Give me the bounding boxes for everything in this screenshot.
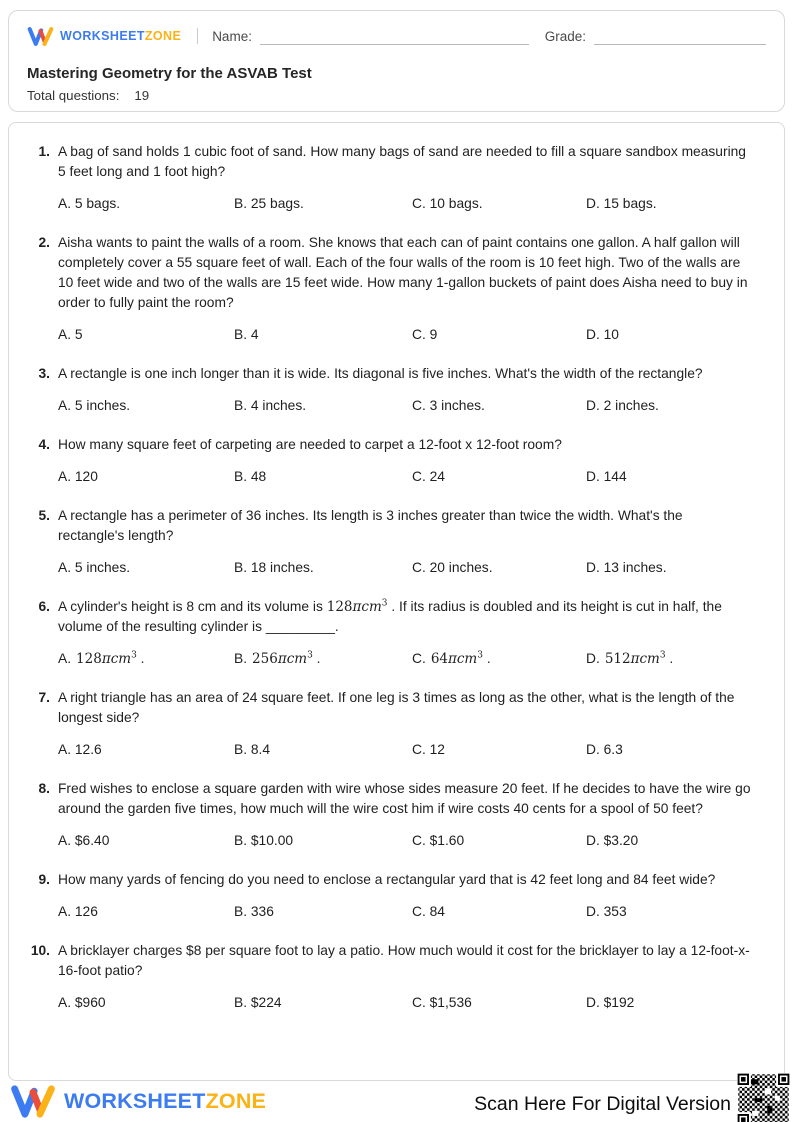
worksheetzone-logo-icon <box>10 1084 56 1119</box>
option-a: A. 5 inches. <box>58 398 131 413</box>
option-d: D. 10 <box>586 327 619 342</box>
question-number: 1. <box>38 144 50 159</box>
option-c: C. 10 bags. <box>412 196 483 211</box>
question-text: A rectangle is one inch longer than it is wide. Its diagonal is five inches. What's the width of the rectangle? <box>58 366 703 381</box>
brand-word-worksheet: WORKSHEET <box>60 29 145 43</box>
brand-word-zone: ZONE <box>205 1089 267 1113</box>
option-c: C. 64πcm$^3$ . <box>412 650 491 667</box>
header-card <box>8 10 785 112</box>
total-questions-count: 19 <box>134 88 150 103</box>
question-text-post: . If its radius is doubled and its height is cut in half, the volume of the resulting cylinder is _________. <box>58 599 722 634</box>
option-b: B. $224 <box>234 995 282 1010</box>
brand-wordmark <box>60 29 181 43</box>
question-text <box>58 597 752 637</box>
math-expression: 512πcm$^3$ <box>604 650 666 667</box>
question-text: A bag of sand holds 1 cubic foot of sand. How many bags of sand are needed to fill a square sandbox measuring 5 feet long and 1 foot high? <box>58 144 746 179</box>
question-number: 7. <box>38 690 50 705</box>
grade-label: Grade: <box>544 28 586 44</box>
brand-word-zone: ZONE <box>144 29 182 43</box>
option-b: B. 256πcm$^3$ . <box>234 650 321 667</box>
header-divider <box>197 28 198 44</box>
math-expression: 64πcm$^3$ <box>430 650 483 667</box>
options-row <box>58 993 752 1013</box>
option-c: C. 12 <box>412 742 445 757</box>
math-exponent: 3 <box>381 598 388 609</box>
question-number: 4. <box>38 437 50 452</box>
option-b: B. $10.00 <box>234 833 294 848</box>
option-b: B. 48 <box>234 469 267 484</box>
option-a: A. 128πcm$^3$ . <box>58 650 145 667</box>
options-row <box>58 325 752 345</box>
question-4 <box>24 435 752 487</box>
option-d: D. $3.20 <box>586 833 639 848</box>
option-c: C. 20 inches. <box>412 560 493 575</box>
math-variable: πcm <box>352 599 382 615</box>
qr-code <box>737 1073 790 1122</box>
question-text: A rectangle has a perimeter of 36 inches. Its length is 3 inches greater than twice the width. What's the rectangle's length? <box>58 508 683 543</box>
option-b: B. 336 <box>234 904 274 919</box>
question-3 <box>24 364 752 416</box>
header-row <box>27 24 766 48</box>
option-a: A. 5 <box>58 327 83 342</box>
question-6 <box>24 597 752 669</box>
option-c: C. 9 <box>412 327 438 342</box>
option-d: D. 2 inches. <box>586 398 659 413</box>
option-a: A. 126 <box>58 904 98 919</box>
math-expression: 128πcm$^3$ <box>76 650 137 667</box>
brand-logo <box>27 26 181 47</box>
question-9 <box>24 870 752 922</box>
question-text: Fred wishes to enclose a square garden with wire whose sides measure 20 feet. If he decides to have the wire go around the garden five times, how much will the wire cost him if wire costs 40 cents for a spool of 50 feet? <box>58 781 751 816</box>
question-10 <box>24 941 752 1013</box>
question-5 <box>24 506 752 578</box>
option-d: D. 13 inches. <box>586 560 667 575</box>
footer-brand-logo <box>10 1084 266 1119</box>
option-a: A. $960 <box>58 995 106 1010</box>
question-2 <box>24 233 752 345</box>
option-d: D. $192 <box>586 995 635 1010</box>
option-d: D. 15 bags. <box>586 196 657 211</box>
option-b: B. 4 <box>234 327 259 342</box>
option-b: B. 18 inches. <box>234 560 314 575</box>
questions-card <box>8 122 785 1081</box>
option-a: A. 12.6 <box>58 742 102 757</box>
option-a: A. 120 <box>58 469 98 484</box>
question-number: 8. <box>38 781 50 796</box>
question-text: Aisha wants to paint the walls of a room. She knows that each can of paint contains one gallon. A half gallon will completely cover a 55 square feet of wall. Each of the four walls of the room is 10 feet high. Two of the walls are 10 feet wide and two of the walls are 15 feet wide. How many 1-gallon buckets of paint does Aisha need to buy in order to fully paint the room? <box>58 235 748 310</box>
options-row <box>58 396 752 416</box>
option-d: D. 353 <box>586 904 627 919</box>
option-d: D. 512πcm$^3$ . <box>586 650 674 667</box>
option-a: A. $6.40 <box>58 833 110 848</box>
option-a: A. 5 inches. <box>58 560 131 575</box>
option-b: B. 8.4 <box>234 742 271 757</box>
option-c: C. 24 <box>412 469 445 484</box>
options-row <box>58 558 752 578</box>
question-number: 10. <box>30 943 50 958</box>
options-row <box>58 740 752 760</box>
scan-here-label: Scan Here For Digital Version <box>474 1093 731 1115</box>
question-number: 6. <box>38 599 50 614</box>
question-text: How many square feet of carpeting are needed to carpet a 12-foot x 12-foot room? <box>58 437 562 452</box>
question-number: 2. <box>38 235 50 250</box>
question-text: How many yards of fencing do you need to enclose a rectangular yard that is 42 feet long and 84 feet wide? <box>58 872 716 887</box>
page-title: Mastering Geometry for the ASVAB Test <box>27 65 312 82</box>
option-a: A. 5 bags. <box>58 196 121 211</box>
option-c: C. 84 <box>412 904 445 919</box>
grade-input-line[interactable] <box>594 31 766 45</box>
brand-word-worksheet: WORKSHEET <box>64 1089 206 1113</box>
options-row <box>58 831 752 851</box>
question-7 <box>24 688 752 760</box>
name-input-line[interactable] <box>260 31 529 45</box>
name-label: Name: <box>212 28 252 44</box>
question-text: A bricklayer charges $8 per square foot to lay a patio. How much would it cost for the bricklayer to lay a 12-foot-x-16-foot patio? <box>58 943 750 978</box>
worksheetzone-logo-icon <box>27 26 54 47</box>
option-b: B. 4 inches. <box>234 398 307 413</box>
option-d: D. 144 <box>586 469 627 484</box>
question-text-pre: A cylinder's height is 8 cm and its volume is <box>58 599 327 614</box>
footer-brand-wordmark <box>64 1089 266 1114</box>
total-questions-label: Total questions: <box>27 88 120 103</box>
math-number: 128 <box>326 599 353 615</box>
question-number: 9. <box>38 872 50 887</box>
question-1 <box>24 142 752 214</box>
total-questions <box>27 88 766 103</box>
options-row <box>58 902 752 922</box>
question-number: 3. <box>38 366 50 381</box>
question-number: 5. <box>38 508 50 523</box>
math-expression <box>327 599 388 615</box>
question-text: A right triangle has an area of 24 square feet. If one leg is 3 times as long as the other, what is the length of the longest side? <box>58 690 735 725</box>
options-row <box>58 194 752 214</box>
option-c: C. $1,536 <box>412 995 472 1010</box>
math-expression: 256πcm$^3$ <box>252 650 313 667</box>
question-8 <box>24 779 752 851</box>
option-c: C. $1.60 <box>412 833 465 848</box>
option-c: C. 3 inches. <box>412 398 485 413</box>
options-row <box>58 467 752 487</box>
option-b: B. 25 bags. <box>234 196 304 211</box>
option-d: D. 6.3 <box>586 742 623 757</box>
options-row <box>58 649 752 669</box>
